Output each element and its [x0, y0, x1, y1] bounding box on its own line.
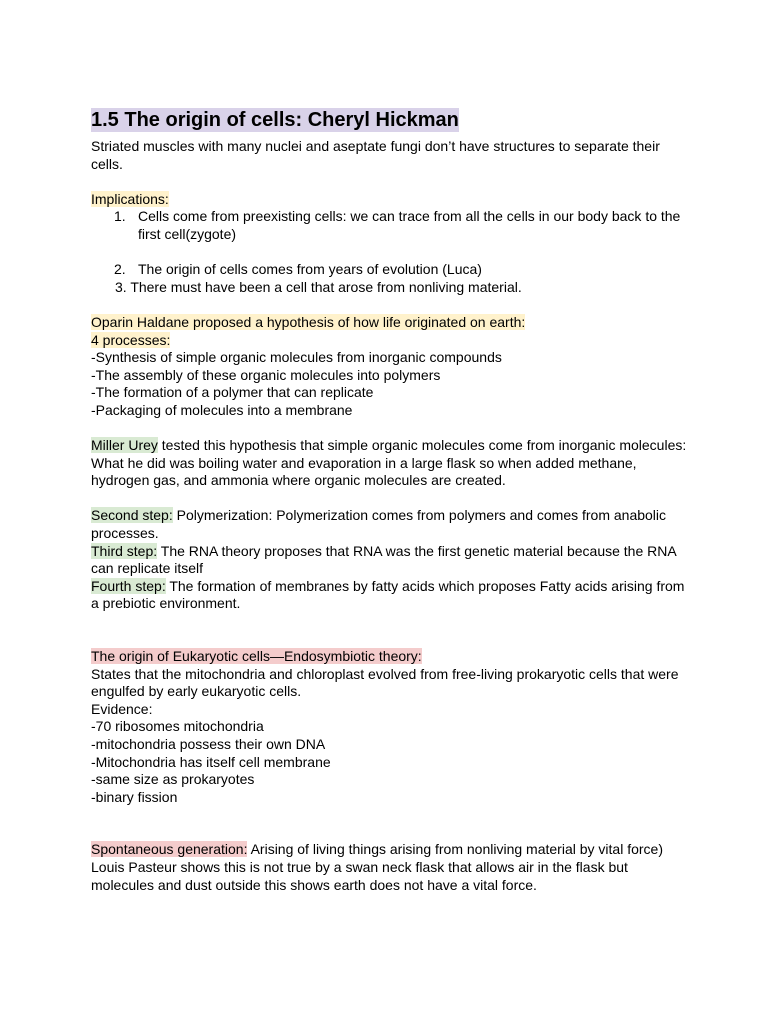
evidence-label: Evidence:: [91, 700, 153, 717]
evidence-item: -70 ribosomes mitochondria: [91, 718, 264, 735]
processes-subheading-highlight: 4 processes:: [91, 331, 171, 348]
processes-subheading: [91, 332, 691, 350]
intro-paragraph: Striated muscles with many nuclei and aseptate fungi don’t have structures to separate their cells.: [91, 138, 660, 172]
list-item: 3. There must have been a cell that arose from nonliving material.: [115, 278, 522, 295]
pasteur-paragraph: Louis Pasteur shows this is not true by a swan neck flask that allows air in the flask but molecules and dust outside this shows earth does not have a vital force.: [91, 858, 628, 893]
implications-heading: [91, 191, 691, 209]
spontaneous-text: Arising of living things arising from nonliving material by vital force): [247, 841, 663, 858]
list-item: [91, 208, 691, 243]
miller-urey-highlight: Miller Urey: [91, 437, 158, 454]
list-number: 1.: [114, 208, 126, 225]
step-paragraph: [91, 578, 691, 613]
process-item: -The assembly of these organic molecules into polymers: [91, 366, 441, 383]
step-highlight: Third step:: [91, 542, 158, 559]
list-item: [91, 261, 691, 279]
list-item-text: The origin of cells comes from years of evolution (Luca): [138, 261, 482, 278]
evidence-item: -mitochondria possess their own DNA: [91, 736, 326, 752]
implications-heading-highlight: Implications:: [91, 190, 169, 207]
step-text: The RNA theory proposes that RNA was the first genetic material because the RNA can replicate itself: [91, 542, 676, 577]
step-text: Polymerization: Polymerization comes from polymers and comes from anabolic processes.: [91, 507, 667, 542]
oparin-heading: [91, 314, 691, 332]
evidence-item: -Mitochondria has itself cell membrane: [91, 753, 331, 770]
evidence-item: -binary fission: [91, 788, 178, 805]
list-item-text: Cells come from preexisting cells: we can trace from all the cells in our body back to the first cell(zygote): [138, 208, 681, 242]
eukaryotic-heading-highlight: The origin of Eukaryotic cells—Endosymbiotic theory:: [91, 648, 422, 665]
step-paragraph: [91, 507, 691, 542]
step-highlight: Fourth step:: [91, 577, 166, 594]
eukaryotic-heading: [91, 648, 691, 666]
list-number: 2.: [114, 261, 126, 278]
eukaryotic-text: States that the mitochondria and chloroplast evolved from free-living prokaryotic cells that were engulfed by early eukaryotic cells.: [91, 665, 679, 700]
spontaneous-paragraph: [91, 841, 691, 859]
evidence-item: -same size as prokaryotes: [91, 771, 255, 788]
page-title: 1.5 The origin of cells: Cheryl Hickman: [91, 109, 459, 131]
oparin-heading-highlight: Oparin Haldane proposed a hypothesis of how life originated on earth:: [91, 313, 526, 330]
spontaneous-highlight: Spontaneous generation:: [91, 841, 248, 858]
step-highlight: Second step:: [91, 507, 173, 524]
process-item: -Synthesis of simple organic molecules from inorganic compounds: [91, 349, 502, 366]
step-text: The formation of membranes by fatty acids which proposes Fatty acids arising from a prebiotic environment.: [91, 577, 685, 612]
miller-urey-paragraph: [91, 437, 691, 490]
document-page: [91, 108, 691, 894]
step-paragraph: [91, 543, 691, 578]
miller-urey-text: tested this hypothesis that simple organic molecules come from inorganic molecules: What he did was boiling water and evaporation in a large flask so when added methane, hydrogen gas, and ammonia where organic molecules are created.: [91, 437, 687, 489]
process-item: -Packaging of molecules into a membrane: [91, 401, 353, 418]
process-item: -The formation of a polymer that can replicate: [91, 384, 374, 401]
